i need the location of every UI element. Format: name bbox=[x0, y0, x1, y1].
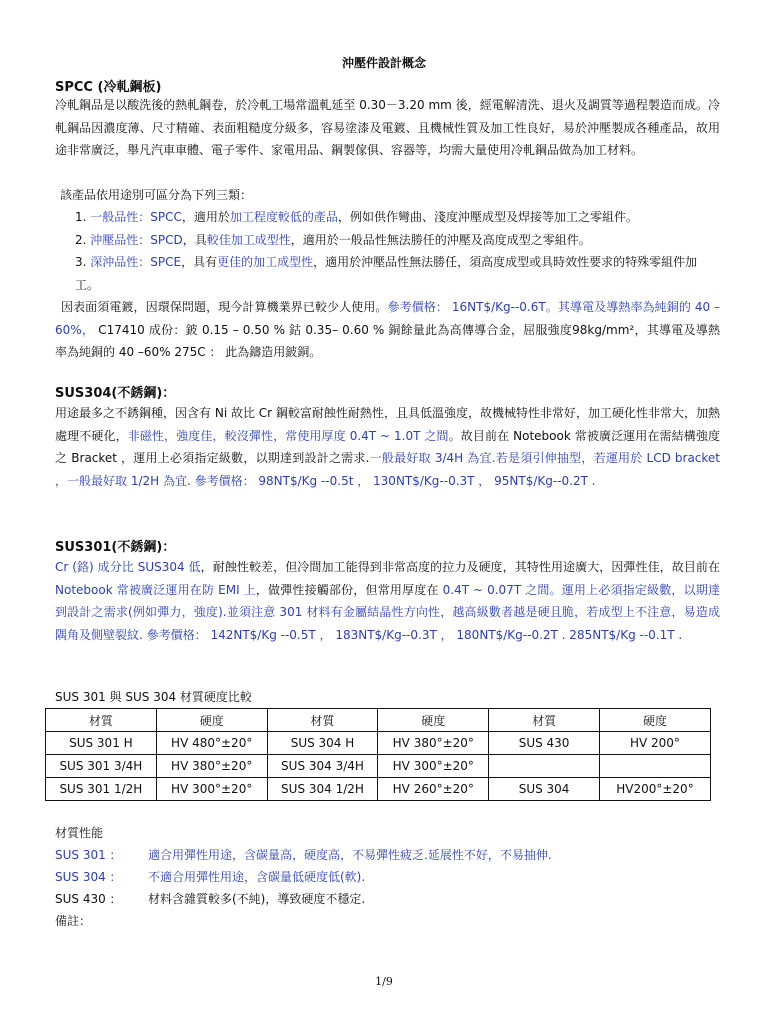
properties-heading: 材質性能 bbox=[55, 826, 104, 840]
property-text-sus301: 適合用彈性用途，含碳量高，硬度高，不易彈性疲乏.延展性不好，不易抽伸. bbox=[148, 848, 552, 862]
sus304-recommendation: 一般最好取 3/4H 為宜.若是須引伸抽型，若運用於 LCD bracket ，一般最好取 1/2H 為宜. 參考價格： 98NT$/Kg --0.5t ， 130NT$/Kg--0.3T ， 95NT$/Kg--0.2T . bbox=[55, 451, 721, 488]
item-highlight: 更佳的加工成型性 bbox=[217, 255, 314, 269]
item-text: ，例如供作彎曲、淺度沖壓成型及焊接等加工之零組件。 bbox=[337, 210, 638, 224]
item-grade: 沖壓品性：SPCD bbox=[90, 233, 183, 247]
spcc-env-note: 因表面須電鍍，因環保問題，現今計算機業界已較少人使用。 bbox=[61, 300, 388, 314]
table-cell: HV 380°±20° bbox=[156, 755, 267, 778]
spcc-list-item-1 bbox=[75, 206, 720, 229]
table-row bbox=[46, 732, 711, 755]
property-label-sus304: SUS 304 ： bbox=[55, 870, 122, 884]
property-text-sus430: 材料含雜質較多(不純)，導致硬度不穩定. bbox=[148, 892, 366, 906]
item-highlight: 較佳加工成型性 bbox=[206, 233, 291, 247]
table-cell: SUS 304 bbox=[489, 778, 600, 801]
spcc-paragraph-3 bbox=[55, 296, 720, 364]
table-cell: SUS 304 H bbox=[267, 732, 378, 755]
table-cell bbox=[599, 755, 710, 778]
item-text: ，具 bbox=[182, 233, 207, 247]
table-cell: SUS 430 bbox=[489, 732, 600, 755]
spcc-list-item-3 bbox=[75, 251, 720, 296]
sus304-text: 用途最多之不銹鋼種，因含有 Ni 故比 Cr 鋼較富耐蝕性耐熱性，且具低溫強度，故機械特性非常好，加工硬化性非常大，加熱處理不硬化， bbox=[55, 406, 720, 443]
sus304-text: 。故目前在 Notebook 常被廣泛運用在需結構強度之 Bracket ，運用上必須指定級數，以期達到設計之需求. bbox=[55, 428, 720, 465]
table-header-row bbox=[46, 709, 711, 732]
header-cell: 硬度 bbox=[599, 709, 710, 732]
header-cell: 材質 bbox=[46, 709, 157, 732]
hardness-comparison-table bbox=[45, 708, 711, 801]
item-number: 1. bbox=[75, 210, 87, 224]
property-text-sus304: 不適合用彈性用途，含碳量低硬度低(軟). bbox=[148, 870, 366, 884]
table-cell: HV 380°±20° bbox=[378, 732, 489, 755]
table-cell: HV 200° bbox=[599, 732, 710, 755]
sus304-properties: 非磁性，強度佳，較沒彈性，常使用厚度 0.4T ~ 1.0T 之間 bbox=[127, 428, 449, 443]
sus301-heading: SUS301(不銹鋼)： bbox=[55, 540, 176, 555]
sus301-composition: Cr (鉻) 成分比 SUS304 低 bbox=[55, 560, 201, 574]
table-cell: HV 260°±20° bbox=[378, 778, 489, 801]
remarks-label: 備註： bbox=[55, 914, 92, 928]
table-cell: HV200°±20° bbox=[599, 778, 710, 801]
sus301-text: ，做彈性接觸部份，但常用厚度在 bbox=[255, 582, 443, 597]
spcc-list-item-2 bbox=[75, 229, 720, 252]
header-cell: 硬度 bbox=[378, 709, 489, 732]
table-cell: HV 300°±20° bbox=[378, 755, 489, 778]
table-cell: HV 480°±20° bbox=[156, 732, 267, 755]
item-text: ，適用於一般品性無法勝任的沖壓及高度成型之零組件。 bbox=[290, 233, 591, 247]
sus301-usage: Notebook 常被廣泛運用在防 EMI 上 bbox=[55, 582, 256, 597]
item-number: 2. bbox=[75, 233, 87, 247]
item-grade: 深沖品性：SPCE bbox=[90, 255, 182, 269]
table-cell bbox=[489, 755, 600, 778]
spcc-paragraph-1: 冷軋鋼品是以酸洗後的熱軋鋼卷，於冷軋工場常溫軋延至 0.30－3.20 mm 後，經電解清洗、退火及調質等過程製造而成。冷軋鋼品因濃度薄、尺寸精確、表面粗糙度分級多，容易塗漆及電鍍、且機械性質及加工性良好，易於沖壓製成各種產品，故用途非常廣泛，舉凡汽車車體、電子零件、家電用品、鋼製傢俱、容器等，均需大量使用冷軋鋼品做為加工材料。 bbox=[55, 98, 720, 157]
sus301-notes: 。運用上必須指定級數，以期達到設計之需求(例如彈力，強度).並須注意 301 材料有金屬結晶性方向性，越高級數者越是硬且脆，若成型上不注意，易造成隅角及側壁裂紋. 參考價格： 142NT$/Kg --0.5T ， 183NT$/Kg--0.3T ， 180NT$/Kg--0.2T . 285NT$/Kg --0.1T . bbox=[55, 582, 720, 642]
spcc-paragraph-2: 該產品依用途別可區分為下列三類： bbox=[60, 188, 253, 202]
sus304-paragraph bbox=[55, 402, 720, 492]
spcc-heading: SPCC (冷軋鋼板) bbox=[55, 80, 162, 95]
table-cell: SUS 304 3/4H bbox=[267, 755, 378, 778]
spcc-c17410-note: C17410 成份：鈹 0.15 – 0.50 % 鈷 0.35– 0.60 % 銅餘量此為高傳導合金，屈服強度98kg/mm²，其導電及導熱率為純銅的 40 –60% 275C ： 此為鑄造用鈹銅。 bbox=[55, 322, 720, 359]
header-cell: 硬度 bbox=[156, 709, 267, 732]
document-title: 沖壓件設計概念 bbox=[341, 56, 426, 70]
table-cell: SUS 301 3/4H bbox=[46, 755, 157, 778]
item-highlight: 加工程度較低的產品 bbox=[229, 210, 338, 224]
table-cell: SUS 304 1/2H bbox=[267, 778, 378, 801]
table-cell: HV 300°±20° bbox=[156, 778, 267, 801]
header-cell: 材質 bbox=[489, 709, 600, 732]
sus304-heading: SUS304(不銹鋼)： bbox=[55, 386, 176, 401]
item-text: ，具有 bbox=[181, 255, 218, 269]
table-caption: SUS 301 與 SUS 304 材質硬度比較 bbox=[55, 690, 252, 704]
item-text: ，適用於沖壓品性無法勝任，須高度成型或具時效性要求的特殊零組件加工。 bbox=[75, 255, 698, 292]
sus301-text: ，耐蝕性較差，但冷間加工能得到非常高度的拉力及硬度，其特性用途廣大，因彈性佳，故目前在 bbox=[200, 560, 720, 574]
table-row bbox=[46, 778, 711, 801]
table-row bbox=[46, 755, 711, 778]
item-grade: 一般品性：SPCC bbox=[90, 210, 182, 224]
sus301-thickness: 0.4T ~ 0.07T 之間 bbox=[442, 582, 550, 597]
spcc-price: 參考價格： 16NT$/Kg--0.6T。其導電及導熱率為純銅的 40 –60%， bbox=[55, 300, 720, 337]
item-text: ，適用於 bbox=[181, 210, 230, 224]
property-label-sus430: SUS 430 ： bbox=[55, 892, 122, 906]
table-cell: SUS 301 H bbox=[46, 732, 157, 755]
header-cell: 材質 bbox=[267, 709, 378, 732]
page-number: 1/9 bbox=[375, 975, 393, 988]
item-number: 3. bbox=[75, 255, 87, 269]
property-label-sus301: SUS 301 ： bbox=[55, 848, 122, 862]
table-cell: SUS 301 1/2H bbox=[46, 778, 157, 801]
sus301-paragraph bbox=[55, 556, 720, 646]
